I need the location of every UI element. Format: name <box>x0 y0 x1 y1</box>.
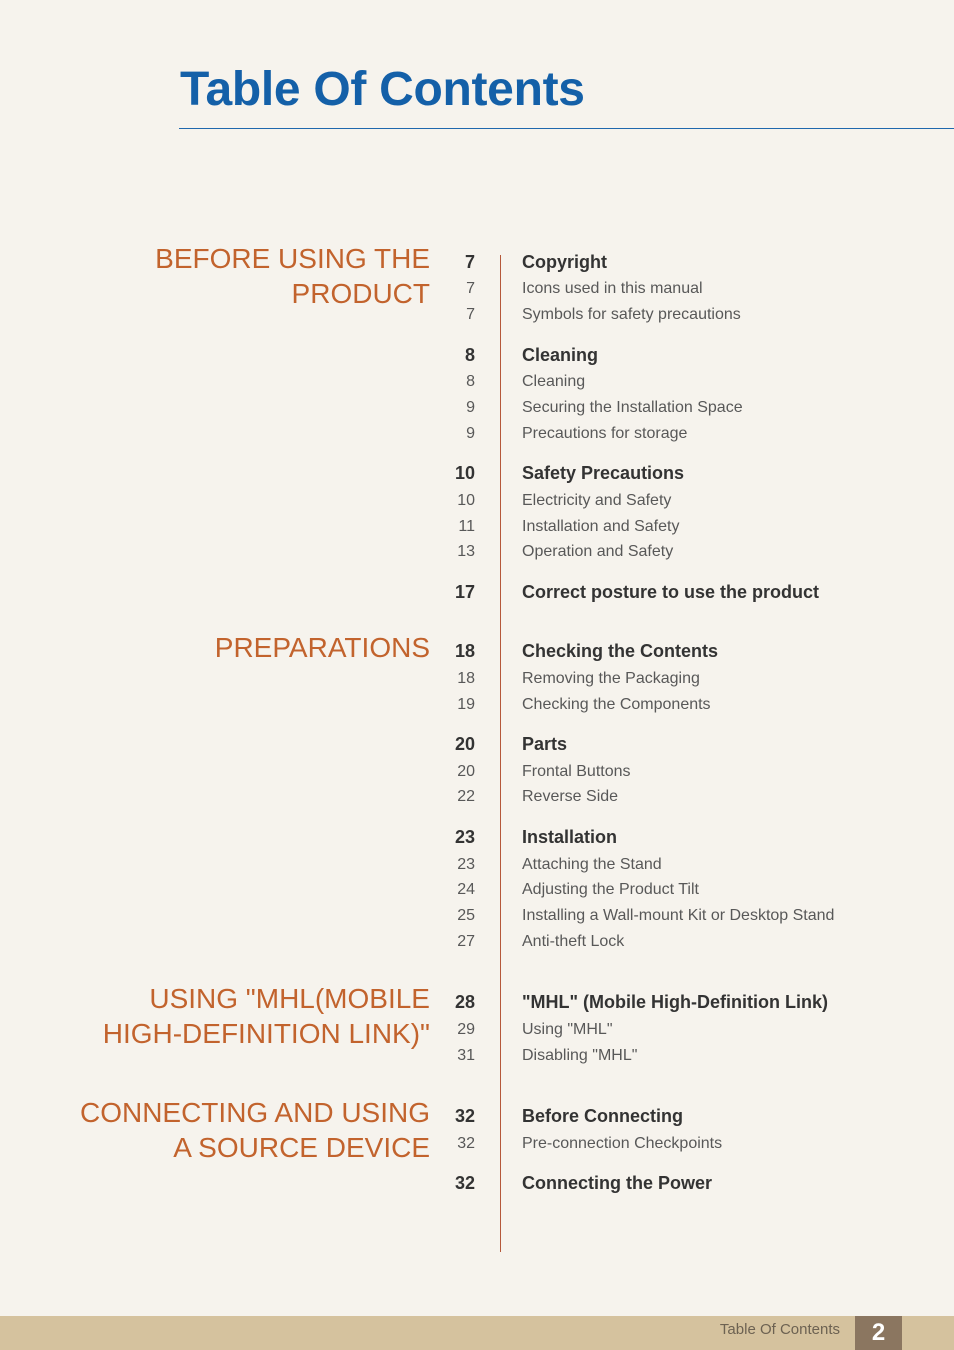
section-title[interactable] <box>215 630 430 665</box>
toc-page-number: 23 <box>457 856 475 873</box>
section-title-line: PRODUCT <box>291 278 430 309</box>
toc-entry-label: Correct posture to use the product <box>522 582 820 602</box>
toc-page-number: 27 <box>457 933 475 950</box>
toc-page-number: 17 <box>454 582 475 602</box>
title-rule <box>179 128 954 129</box>
toc-page-number: 10 <box>457 492 475 509</box>
toc-page-number: 8 <box>466 373 475 390</box>
section-title[interactable] <box>80 1095 430 1165</box>
section-title[interactable] <box>103 981 430 1051</box>
toc-entry-label: Cleaning <box>522 373 586 390</box>
toc-page-number: 32 <box>454 1173 475 1193</box>
toc-entry-label: Parts <box>522 734 568 754</box>
toc-entry-label: Removing the Packaging <box>522 670 700 687</box>
toc-page-number: 18 <box>457 670 475 687</box>
toc-page-number: 20 <box>457 763 475 780</box>
toc-entry-label: Pre-connection Checkpoints <box>522 1135 723 1152</box>
section-title[interactable] <box>155 241 430 311</box>
toc-page-number: 28 <box>454 992 475 1012</box>
toc-entry-label: Before Connecting <box>522 1106 684 1126</box>
toc-page-number: 25 <box>457 907 475 924</box>
toc-entry-label: Reverse Side <box>522 788 619 805</box>
column-divider <box>500 255 501 1252</box>
page-number: 2 <box>855 1316 902 1350</box>
toc-entry-label: Adjusting the Product Tilt <box>522 881 699 898</box>
toc-entry-label: Symbols for safety precautions <box>522 306 741 323</box>
toc-page-number: 24 <box>457 881 475 898</box>
toc-page-number: 9 <box>466 399 475 416</box>
toc-entry-label: "MHL" (Mobile High-Definition Link) <box>522 992 829 1012</box>
toc-page-number: 19 <box>457 696 475 713</box>
toc-entry-label: Anti-theft Lock <box>522 933 625 950</box>
toc-entry-label: Precautions for storage <box>522 425 688 442</box>
toc-entry-label: Checking the Components <box>522 696 711 713</box>
toc-entry-label: Installation <box>522 827 618 847</box>
toc-entry-label: Checking the Contents <box>522 641 719 661</box>
toc-entry-label: Installing a Wall-mount Kit or Desktop Stand <box>522 907 835 924</box>
toc-entry-label: Securing the Installation Space <box>522 399 743 416</box>
toc-entry-label: Using "MHL" <box>522 1021 613 1038</box>
toc-page-number: 7 <box>466 306 475 323</box>
toc-page-number: 20 <box>454 734 475 754</box>
toc-page-number: 31 <box>457 1047 475 1064</box>
toc-page-number: 7 <box>464 252 475 272</box>
toc-page-number: 10 <box>454 463 475 483</box>
toc-entry-label: Icons used in this manual <box>522 280 703 297</box>
toc-page-number: 23 <box>454 827 475 847</box>
toc-page-number: 18 <box>454 641 475 661</box>
toc-page-number: 32 <box>457 1135 475 1152</box>
toc-entry-label: Installation and Safety <box>522 518 680 535</box>
toc-page-number: 32 <box>454 1106 475 1126</box>
toc-entry-label: Electricity and Safety <box>522 492 672 509</box>
section-title-line: BEFORE USING THE <box>155 243 430 274</box>
toc-entry-label: Operation and Safety <box>522 543 674 560</box>
toc-entry-label: Connecting the Power <box>522 1173 713 1193</box>
toc-entry-label: Safety Precautions <box>522 463 685 483</box>
toc-page-number: 8 <box>464 345 475 365</box>
section-title-line: CONNECTING AND USING <box>79 1097 430 1128</box>
section-title-line: PREPARATIONS <box>214 632 430 663</box>
toc-page-number: 29 <box>457 1021 475 1038</box>
toc-entry-label: Cleaning <box>522 345 599 365</box>
page-title: Table Of Contents <box>180 63 585 116</box>
section-title-line: USING "MHL(MOBILE <box>149 983 430 1014</box>
toc-page-number: 9 <box>466 425 475 442</box>
section-title-line: A SOURCE DEVICE <box>173 1132 430 1163</box>
toc-entry-label: Disabling "MHL" <box>522 1047 638 1064</box>
toc-page-number: 7 <box>466 280 475 297</box>
section-title-line: HIGH-DEFINITION LINK)" <box>102 1018 430 1049</box>
toc-page-number: 13 <box>457 543 475 560</box>
toc-page-number: 11 <box>458 518 475 535</box>
toc-page-number: 22 <box>457 788 475 805</box>
footer-label: Table Of Contents <box>719 1321 840 1338</box>
toc-entry-label: Attaching the Stand <box>522 856 662 873</box>
toc-entry-label: Frontal Buttons <box>522 763 631 780</box>
toc-entry-label: Copyright <box>522 252 607 272</box>
